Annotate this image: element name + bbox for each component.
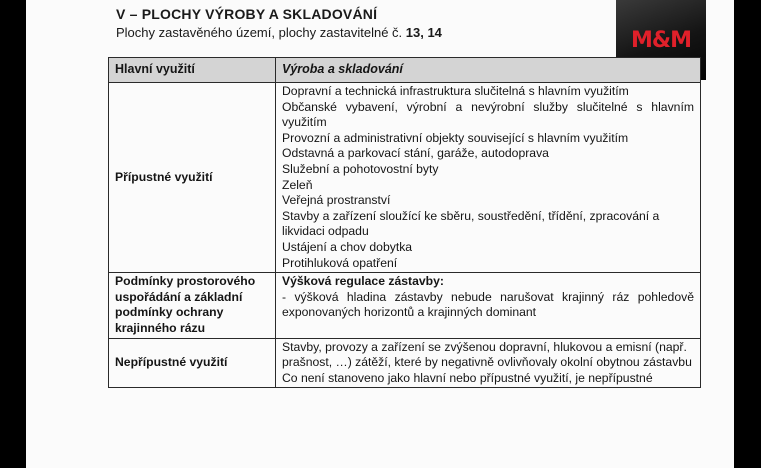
list-item: Zeleň: [282, 177, 313, 192]
list-item: Provozní a administrativní objekty související s hlavním využitím: [282, 130, 629, 145]
document-page: [26, 0, 734, 468]
list-item: Co není stanoveno jako hlavní nebo přípustné využití, je nepřípustné: [282, 370, 653, 385]
subheading-text: Plochy zastavěného území, plochy zastavitelné č.: [116, 25, 406, 40]
row-content: [276, 273, 701, 338]
table-row: [109, 83, 701, 273]
table-row: [109, 273, 701, 338]
row-content: [276, 83, 701, 273]
header-left: Hlavní využití: [109, 58, 276, 83]
list-item: Ustájení a chov dobytka: [282, 239, 413, 254]
table-header-row: [109, 58, 701, 83]
regulation-text: - výšková hladina zástavby nebude narušovat krajinný ráz pohledově exponovaných horizontů a krajinných dominant: [282, 289, 694, 320]
regulation-title: Výšková regulace zástavby:: [282, 274, 444, 289]
list-item: Veřejná prostranství: [282, 193, 391, 208]
table-row: [109, 338, 701, 388]
subheading-numbers: 13, 14: [405, 25, 442, 40]
regulation-table: [108, 57, 701, 388]
row-label: Nepřípustné využití: [109, 338, 276, 388]
header-right: Výroba a skladování: [276, 58, 701, 83]
row-content: [276, 338, 701, 388]
row-label: Podmínky prostorového uspořádání a základní podmínky ochrany krajinného rázu: [109, 273, 276, 338]
logo-brand: M&M: [631, 27, 691, 53]
section-heading: V – PLOCHY VÝROBY A SKLADOVÁNÍ: [116, 6, 378, 22]
list-item: Stavby, provozy a zařízení se zvýšenou dopravní, hlukovou a emisní (např. prašnost, …) zátěží, které by negativně ovlivňovaly okolní obytnou zástavbu: [282, 339, 692, 370]
list-item: Odstavná a parkovací stání, garáže, autodoprava: [282, 146, 549, 161]
list-item: Služební a pohotovostní byty: [282, 161, 439, 176]
list-item: Protihluková opatření: [282, 255, 398, 270]
row-label: Přípustné využití: [109, 83, 276, 273]
list-item: Dopravní a technická infrastruktura slučitelná s hlavním využitím: [282, 84, 629, 98]
list-item: Občanské vybavení, výrobní a nevýrobní služby slučitelné s hlavním využitím: [282, 99, 694, 130]
list-item: Stavby a zařízení sloužící ke sběru, soustředění, třídění, zpracování a likvidaci odpadu: [282, 208, 660, 239]
section-subheading: [116, 25, 442, 40]
